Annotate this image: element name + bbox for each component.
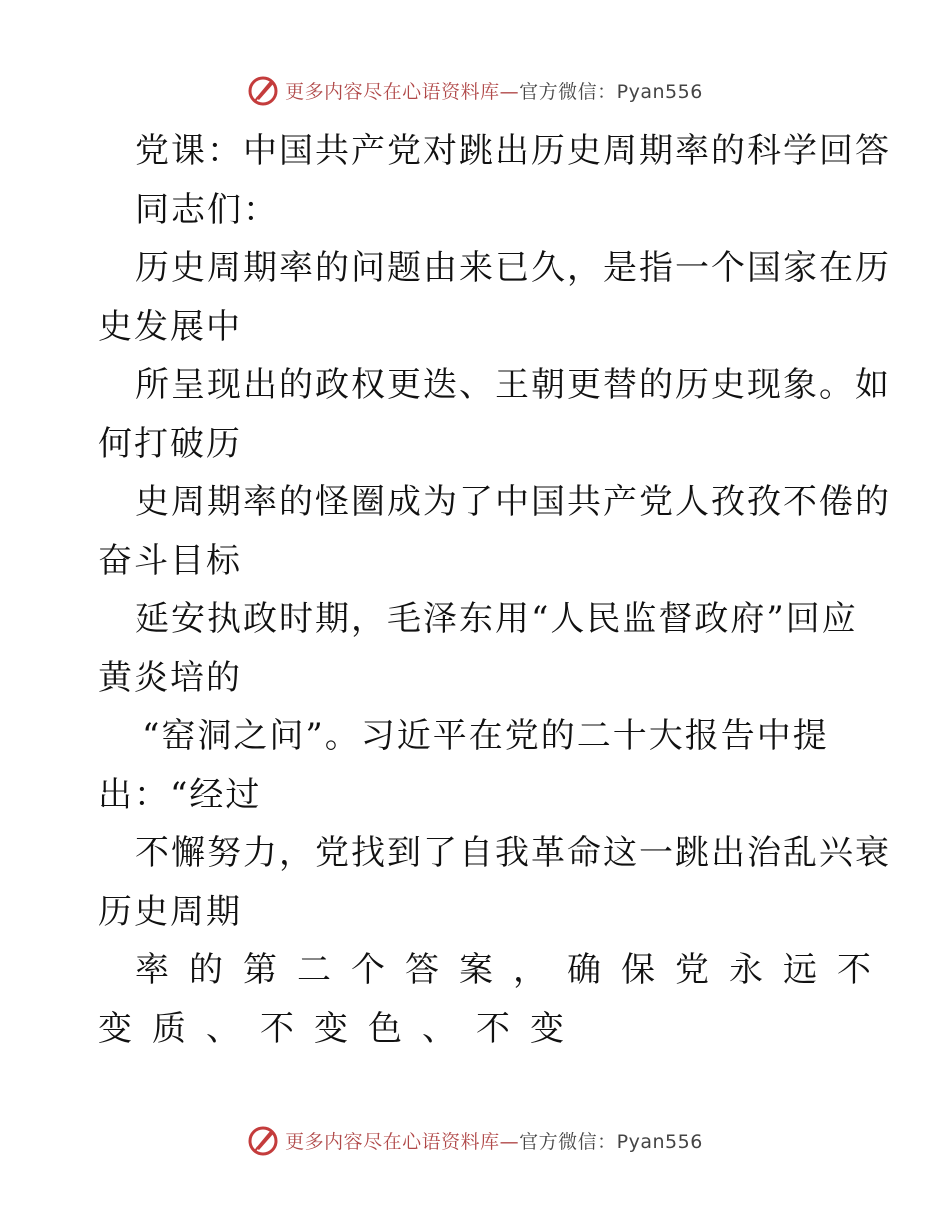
- footer-banner: [0, 1120, 950, 1160]
- paragraph-line: 率的第二个答案，确保党永远不: [135, 950, 891, 990]
- paragraph-line: 所呈现出的政权更迭、王朝更替的历史现象。如: [135, 365, 891, 405]
- header-wechat-text: 官方微信：Pyan556: [519, 80, 703, 103]
- header-banner-text: [285, 77, 703, 104]
- paragraph-line: 奋斗目标: [98, 540, 242, 581]
- document-body: [98, 122, 891, 1058]
- header-brand-text: 更多内容尽在心语资料库: [285, 80, 500, 103]
- paragraph-line: 历史周期: [98, 891, 242, 932]
- footer-separator: —: [499, 1130, 520, 1153]
- document-title: 党课：中国共产党对跳出历史周期率的科学回答: [135, 131, 891, 171]
- footer-wechat-text: 官方微信：Pyan556: [519, 1130, 703, 1153]
- paragraph-line: 史周期率的怪圈成为了中国共产党人孜孜不倦的: [135, 482, 891, 522]
- paragraph-line: 不懈努力，党找到了自我革命这一跳出治乱兴衰: [135, 833, 891, 873]
- paragraph-line: 黄炎培的: [98, 657, 242, 698]
- paragraph-line: 变质、不变色、不变: [98, 1008, 584, 1049]
- quill-pen-logo-icon: [247, 74, 279, 106]
- paragraph-line: “窑洞之问”。习近平在党的二十大报告中提: [142, 716, 829, 756]
- footer-brand-text: 更多内容尽在心语资料库: [285, 1130, 500, 1153]
- quill-pen-logo-icon: [247, 1124, 279, 1156]
- paragraph-line: 延安执政时期，毛泽东用“人民监督政府”回应: [135, 599, 858, 639]
- paragraph-line: 出：“经过: [98, 774, 262, 815]
- paragraph-line: 史发展中: [98, 306, 242, 347]
- header-separator: —: [499, 80, 520, 103]
- header-banner: [0, 70, 950, 110]
- footer-banner-text: [285, 1127, 703, 1154]
- salutation: 同志们：: [135, 189, 279, 230]
- paragraph-line: 历史周期率的问题由来已久，是指一个国家在历: [135, 248, 891, 288]
- paragraph-line: 何打破历: [98, 423, 242, 464]
